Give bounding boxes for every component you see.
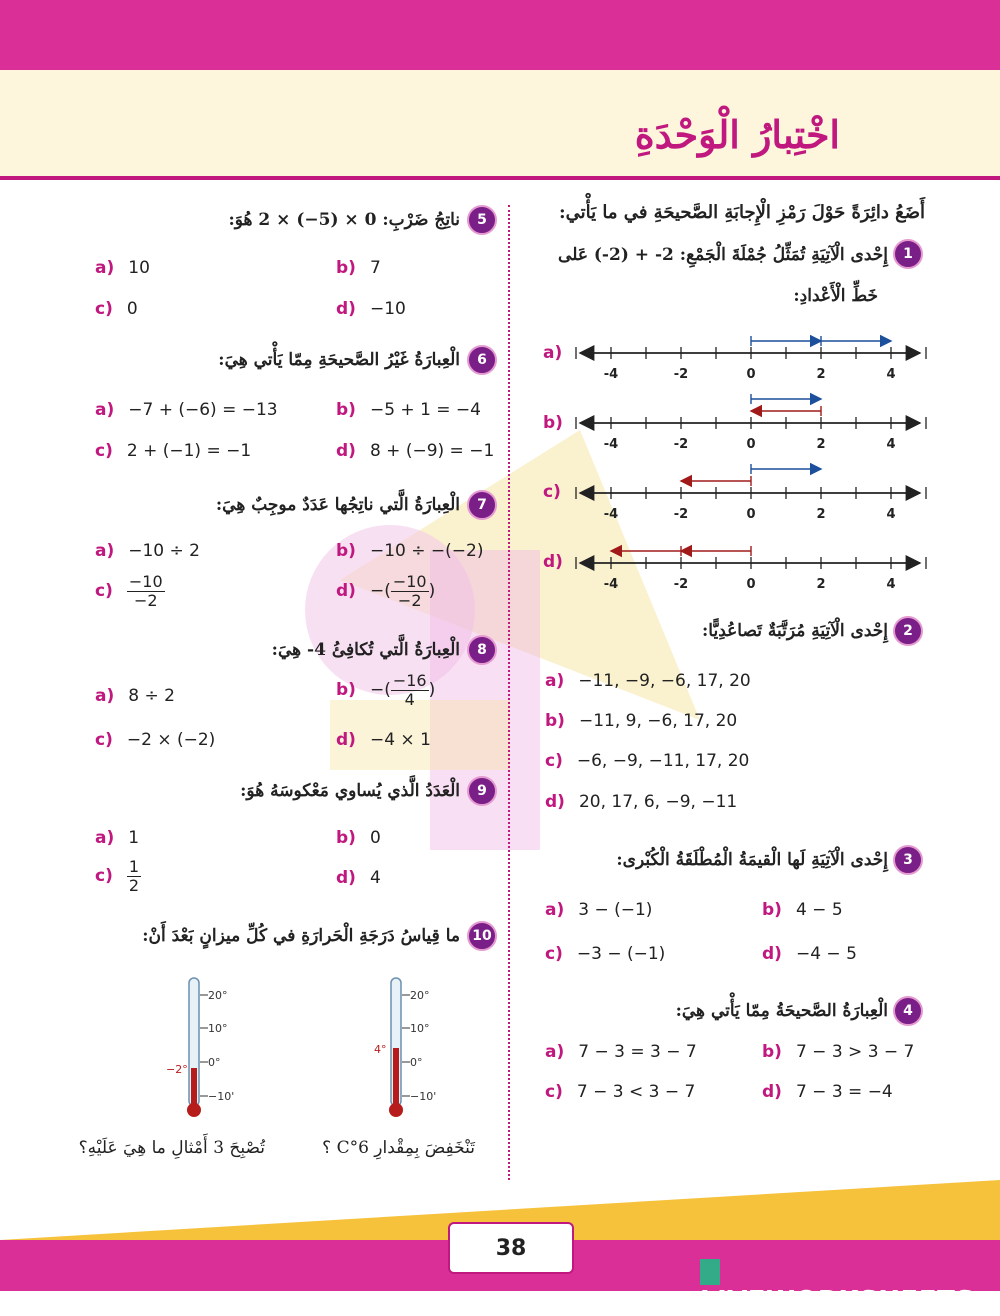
q4-option-a[interactable]: a) 7 − 3 = 3 − 7	[545, 1042, 697, 1062]
q9-option-a[interactable]: a) 1	[95, 828, 140, 848]
q8-option-b[interactable]: b) −( $\frac{-16}{4}$ )	[336, 671, 436, 709]
question-2-text: إِحْدى الْآتِيَةِ مُرَتَّبَةٌ تَصاعُدِيًّا:	[702, 621, 888, 641]
q9-option-c[interactable]: c) $\frac{1}{2}$	[95, 857, 140, 895]
number-line-tick-label: 0	[746, 507, 756, 522]
number-line-tick-label: -4	[603, 507, 619, 522]
liveworksheets-brand[interactable]: LIVEWORKSHEETS	[700, 1256, 1000, 1316]
question-number-7: 7	[467, 490, 497, 520]
q4-option-c[interactable]: c) 7 − 3 < 3 − 7	[545, 1082, 696, 1102]
number-line-tick-label: -4	[603, 577, 619, 592]
question-3-text: إِحْدى الْآتِيَةِ لَها الْقيمَةُ الْمُطْلَقَةُ الْكُبْرى:	[616, 850, 888, 870]
question-number-9: 9	[467, 776, 497, 806]
question-8-text: الْعِبارَةُ الَّتي تُكافِئُ 4- هِيَ:	[271, 640, 460, 660]
right-scale-minus10: −10'	[410, 1090, 437, 1103]
q3-option-d[interactable]: d) −4 − 5	[762, 944, 857, 964]
page-number: 38	[448, 1222, 574, 1274]
q5-option-d[interactable]: d) −10	[336, 299, 406, 319]
q5-option-c[interactable]: c) 0	[95, 299, 138, 319]
q3-option-b[interactable]: b) 4 − 5	[762, 900, 843, 920]
q6-option-c[interactable]: c) 2 + (−1) = −1	[95, 441, 252, 461]
question-number-4: 4	[893, 996, 923, 1026]
q9-option-d[interactable]: d) 4	[336, 868, 381, 888]
number-line-tick-label: 4	[886, 577, 896, 592]
q7-option-c[interactable]: c) $\frac{-10}{-2}$	[95, 572, 163, 610]
right-scale-0: 0°	[410, 1056, 423, 1069]
number-line-tick-label: 4	[886, 367, 896, 382]
number-lines	[540, 330, 940, 600]
right-current-temp: 4°	[374, 1043, 387, 1056]
question-1-text: إِحْدى الْآتِيَةِ تُمَثِّلُ جُمْلَةَ الْجَمْعِ: 2- + (2-) عَلى	[558, 245, 888, 265]
left-scale-20: 20°	[208, 989, 228, 1002]
question-number-8: 8	[467, 635, 497, 665]
q1-option-c-label[interactable]: c)	[543, 482, 561, 502]
title-underline	[0, 176, 1000, 180]
q3-option-a[interactable]: a) 3 − (−1)	[545, 900, 653, 920]
thermometer-left	[160, 975, 250, 1120]
right-scale-20: 20°	[410, 989, 430, 1002]
q1-option-d-label[interactable]: d)	[543, 552, 563, 572]
q5-option-a[interactable]: a) 10	[95, 258, 150, 278]
number-line-tick-label: 0	[746, 367, 756, 382]
question-6-text: الْعِبارَةُ غَيْرُ الصَّحيحَةِ مِمّا يَأْتي هِيَ:	[218, 350, 460, 370]
question-number-10: 10	[467, 921, 497, 951]
q5-option-b[interactable]: b) 7	[336, 258, 381, 278]
number-line-tick-label: -2	[673, 577, 689, 592]
thermometer-right	[362, 975, 452, 1120]
q9-option-b[interactable]: b) 0	[336, 828, 381, 848]
number-line-tick-label: 4	[886, 507, 896, 522]
left-scale-10: 10°	[208, 1022, 228, 1035]
left-scale-0: 0°	[208, 1056, 221, 1069]
q4-option-b[interactable]: b) 7 − 3 > 3 − 7	[762, 1042, 915, 1062]
number-line-tick-label: 2	[816, 367, 826, 382]
instructions: أَضَعُ دائِرَةً حَوْلَ رَمْزِ الْإِجابَةِ الصَّحيحَةِ في ما يَأْتي:	[559, 202, 925, 223]
title-banner	[0, 70, 1000, 180]
number-line-tick-label: 2	[816, 577, 826, 592]
q7-option-d[interactable]: d) −( $\frac{-10}{-2}$ )	[336, 572, 436, 610]
q2-option-a[interactable]: a) −11, −9, −6, 17, 20	[545, 671, 751, 691]
number-line-tick-label: -2	[673, 367, 689, 382]
page-title: اخْتِبارُ الْوَحْدَةِ	[634, 112, 840, 157]
q6-option-d[interactable]: d) 8 + (−9) = −1	[336, 441, 495, 461]
q1-option-b-label[interactable]: b)	[543, 413, 563, 433]
q8-option-a[interactable]: a) 8 ÷ 2	[95, 686, 175, 706]
q2-option-d[interactable]: d) 20, 17, 6, −9, −11	[545, 792, 738, 812]
number-line-tick-label: 2	[816, 437, 826, 452]
number-line-tick-label: -2	[673, 437, 689, 452]
brand-icon	[700, 1259, 720, 1285]
q3-option-c[interactable]: c) −3 − (−1)	[545, 944, 666, 964]
question-number-1: 1	[893, 239, 923, 269]
q2-option-b[interactable]: b) −11, 9, −6, 17, 20	[545, 711, 738, 731]
q8-option-d[interactable]: d) −4 × 1	[336, 730, 431, 750]
number-line-tick-label: 2	[816, 507, 826, 522]
question-7-text: الْعِبارَةُ الَّتي ناتِجُها عَدَدٌ موجِبٌ هِيَ:	[215, 495, 460, 515]
header-band	[0, 0, 1000, 70]
q10-caption-right: تَنْخَفِضَ بِمِقْدارِ 6°C ؟	[322, 1138, 475, 1158]
number-line-tick-label: 0	[746, 437, 756, 452]
question-4-text: الْعِبارَةُ الصَّحيحَةُ مِمّا يَأْتي هِيَ:	[675, 1001, 888, 1021]
q4-option-d[interactable]: d) 7 − 3 = −4	[762, 1082, 893, 1102]
q7-option-b[interactable]: b) −10 ÷ −(−2)	[336, 541, 484, 561]
q6-option-a[interactable]: a) −7 + (−6) = −13	[95, 400, 278, 420]
number-line-tick-label: 4	[886, 437, 896, 452]
column-divider	[508, 205, 510, 1180]
number-line-tick-label: -2	[673, 507, 689, 522]
left-scale-minus10: −10'	[208, 1090, 235, 1103]
question-9-text: الْعَدَدُ الَّذي يُساوي مَعْكوسَهُ هُوَ:	[240, 781, 460, 801]
q2-option-c[interactable]: c) −6, −9, −11, 17, 20	[545, 751, 750, 771]
question-1-text-cont: خَطِّ الْأَعْدادِ:	[793, 286, 878, 306]
q1-option-a-label[interactable]: a)	[543, 343, 563, 363]
q6-option-b[interactable]: b) −5 + 1 = −4	[336, 400, 481, 420]
question-number-5: 5	[467, 205, 497, 235]
q10-caption-left: تُصْبِحَ 3 أَمْثالِ ما هِيَ عَلَيْهِ؟	[78, 1138, 265, 1158]
number-line-tick-label: -4	[603, 437, 619, 452]
question-number-6: 6	[467, 345, 497, 375]
question-10-text: ما قِياسُ دَرَجَةِ الْحَرارَةِ في كُلِّ ميزانٍ بَعْدَ أَنْ:	[142, 926, 460, 946]
q8-option-c[interactable]: c) −2 × (−2)	[95, 730, 216, 750]
question-number-3: 3	[893, 845, 923, 875]
number-line-tick-label: -4	[603, 367, 619, 382]
number-line-tick-label: 0	[746, 577, 756, 592]
question-number-2: 2	[893, 616, 923, 646]
question-5-text: ناتِجُ ضَرْبِ: 0 × (5−) × 2 هُوَ:	[228, 210, 460, 230]
q7-option-a[interactable]: a) −10 ÷ 2	[95, 541, 200, 561]
left-current-temp: −2°	[166, 1063, 188, 1076]
right-scale-10: 10°	[410, 1022, 430, 1035]
